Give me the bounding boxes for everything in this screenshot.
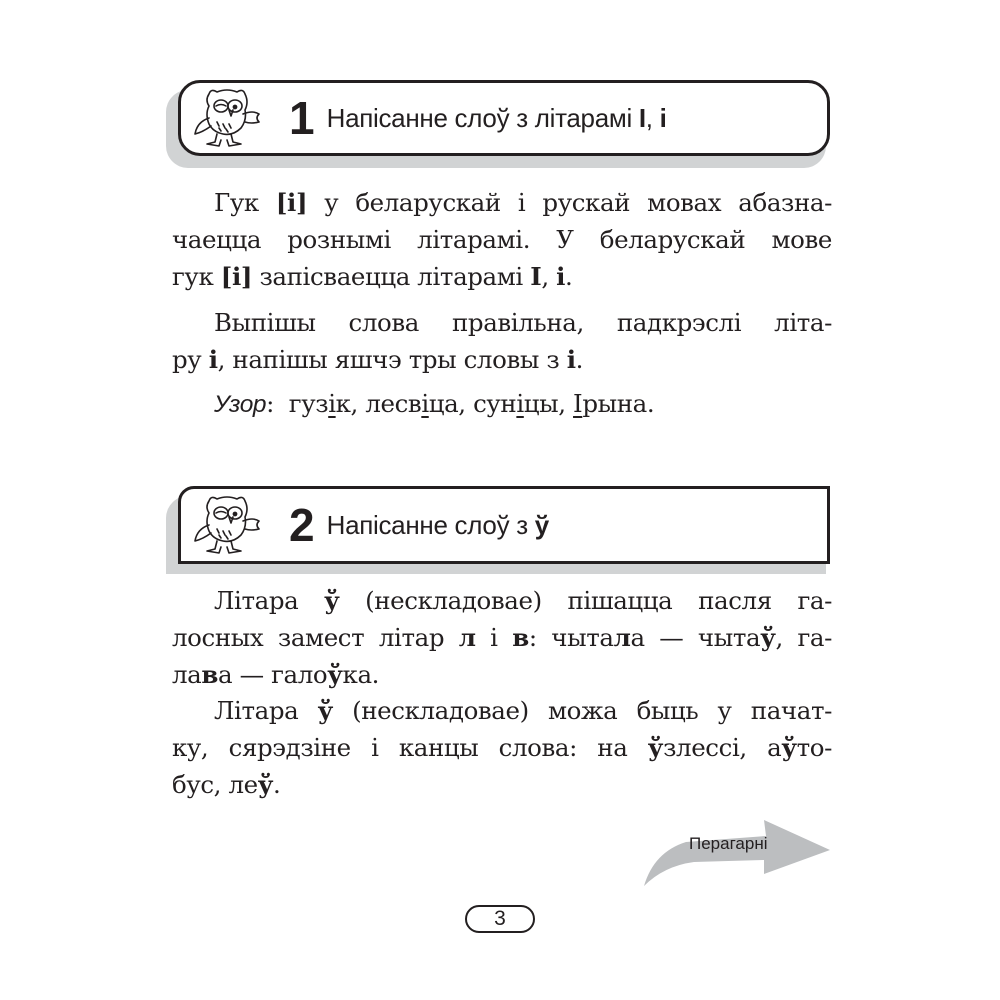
text-line: ку, сярэдзіне і канцы слова: на ўзлессі, аўто- — [172, 733, 832, 762]
example-text: Узор: гузік, лесвіца, суніцы, Ірына. — [214, 389, 655, 418]
section-1-paragraph-1 — [172, 184, 832, 295]
page-number: 3 — [465, 905, 535, 933]
title-text: Напісанне слоў з — [326, 509, 535, 540]
text-line: Гук [і] у беларускай і рускай мовах абазна- — [214, 188, 833, 217]
text-line: Выпішы слова правільна, падкрэслі літа- — [214, 308, 832, 337]
header-box — [178, 486, 830, 564]
section-1-paragraph-2 — [172, 304, 832, 378]
title-text: Напісанне слоў з літарамі — [326, 102, 639, 133]
section-1-header — [172, 78, 832, 170]
text-line: бус, леў. — [172, 770, 281, 799]
title-letter-lower: і — [659, 102, 667, 133]
example-label: Узор — [214, 391, 267, 418]
text-line: ру і, напішы яшчэ тры словы з і. — [172, 345, 583, 374]
text-line: Літара ў (нескладовае) можа быць у пачат- — [214, 696, 832, 725]
title-letter-upper: І — [638, 102, 646, 133]
section-2-paragraph-2 — [172, 692, 832, 803]
header-box — [178, 80, 830, 156]
section-2-header — [172, 486, 832, 576]
next-page-button[interactable]: Перагарні — [689, 834, 768, 853]
section-title — [327, 510, 549, 541]
title-letter: ў — [534, 509, 549, 540]
text-line: лосных замест літар л і в: чытала — чытаў, га- — [172, 623, 833, 652]
example-line — [172, 385, 832, 423]
title-separator: , — [645, 102, 660, 133]
section-title — [327, 103, 667, 134]
owl-icon — [189, 84, 271, 152]
text-line: Літара ў (нескладовае) пішацца пасля га- — [214, 586, 832, 615]
text-line: чаецца рознымі літарамі. У беларускай мове — [172, 225, 832, 254]
section-number: 1 — [289, 92, 315, 144]
owl-icon — [189, 491, 271, 559]
section-2-paragraph-1 — [172, 582, 832, 693]
text-line: лава — галоўка. — [172, 660, 380, 689]
text-line: гук [і] запісваецца літарамі І, і. — [172, 262, 573, 291]
section-number: 2 — [289, 499, 315, 551]
